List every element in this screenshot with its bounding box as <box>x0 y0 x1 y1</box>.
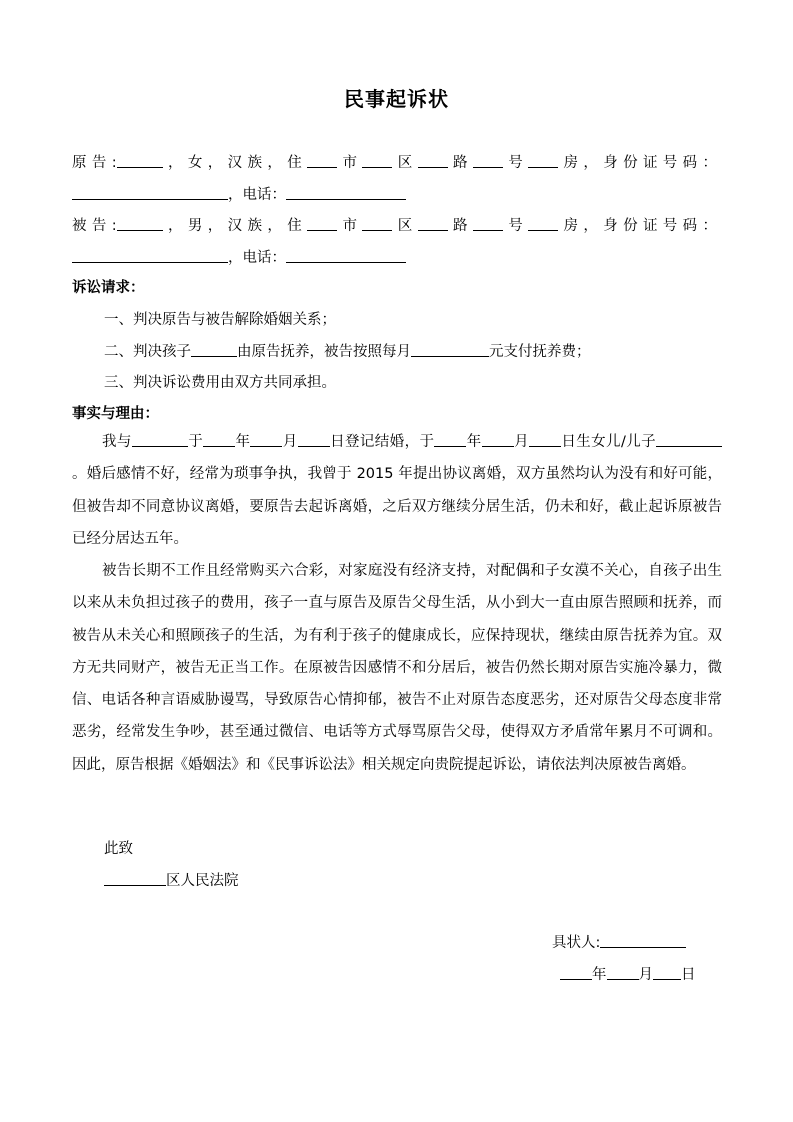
defendant-district-blank <box>362 215 392 231</box>
signature-line <box>552 932 686 953</box>
child-name-blank <box>191 341 237 357</box>
defendant-live-label: 住 <box>287 218 308 234</box>
defendant-room-label: 房， <box>558 218 604 234</box>
plaintiff-district-blank <box>362 152 392 168</box>
defendant-contact-line <box>72 247 406 268</box>
facts-p1-birth-year-label: 年 <box>466 434 482 450</box>
sign-month-label: 月 <box>638 967 653 983</box>
plaintiff-id-label: 身份证号码： <box>603 155 718 171</box>
defendant-id-label: 身份证号码： <box>603 218 718 234</box>
defendant-road-label: 路 <box>447 218 473 234</box>
support-amount-blank <box>411 341 489 357</box>
plaintiff-room-blank <box>528 152 558 168</box>
plaintiff-name-blank <box>117 152 163 168</box>
claim-item-3: 三、判决诉讼费用由双方共同承担。 <box>104 375 336 391</box>
facts-p1-part-b: 于 <box>187 434 204 450</box>
plaintiff-gender: ，女， <box>162 155 228 171</box>
facts-p1-part-h: 日生女儿/儿子 <box>560 434 657 450</box>
plaintiff-number-label: 号 <box>502 155 529 171</box>
marriage-day-blank <box>298 431 330 447</box>
facts-paragraph-1 <box>72 426 722 555</box>
defendant-id-blank <box>72 247 228 263</box>
marriage-month-blank <box>250 431 282 447</box>
birth-day-blank <box>529 431 561 447</box>
defendant-room-blank <box>528 215 558 231</box>
defendant-number-blank <box>473 215 503 231</box>
defendant-info-line <box>72 215 717 236</box>
facts-p1-part-a: 我与 <box>102 434 132 450</box>
signature-label: 具状人: <box>552 935 601 951</box>
marriage-year-blank <box>203 431 235 447</box>
closing-salute: 此致 <box>104 841 133 857</box>
facts-p1-part-i: 。婚后感情不好，经常为琐事争执，我曾于 2015 年提出协议离婚，双方虽然均认为没有和好可能，但被告却不同意协议离婚，要原告去起诉离婚，之后双方继续分居生活，仍未和好，截止起诉原被告已经分居达五年。 <box>72 466 722 547</box>
facts-p1-year-label: 年 <box>235 434 251 450</box>
court-name-blank <box>104 870 166 886</box>
claim-item-1: 一、判决原告与被告解除婚姻关系； <box>104 312 336 328</box>
plaintiff-district-label: 区 <box>392 155 418 171</box>
plaintiff-label: 原告: <box>72 155 117 171</box>
defendant-label: 被告: <box>72 218 117 234</box>
plaintiff-info-line <box>72 152 717 173</box>
signature-blank <box>600 932 686 948</box>
plaintiff-contact-line <box>72 184 406 205</box>
sign-year-blank <box>560 964 592 980</box>
birth-year-blank <box>434 431 466 447</box>
plaintiff-id-blank <box>72 184 228 200</box>
signature-date-line <box>560 964 696 985</box>
child-name-blank-2 <box>656 431 722 447</box>
claim-item-2 <box>104 341 591 362</box>
facts-paragraph-2: 被告长期不工作且经常购买六合彩，对家庭没有经济支持，对配偶和子女漠不关心，自孩子出生以来从未负担过孩子的费用，孩子一直与原告及原告父母生活，从小到大一直由原告照顾和抚养，而被告从未关心和照顾孩子的生活，为有利于孩子的健康成长，应保持现状，继续由原告抚养为宜。双方无共同财产，被告无正当工作。在原被告因感情不和分居后，被告仍然长期对原告实施冷暴力，微信、电话各种言语威胁谩骂，导致原告心情抑郁，被告不止对原告态度恶劣，还对原告父母态度非常恶劣，经常发生争吵，甚至通过微信、电话等方式辱骂原告父母，使得双方矛盾常年累月不可调和。因此，原告根据《婚姻法》和《民事诉讼法》相关规定向贵院提起诉讼，请依法判决原被告离婚。 <box>72 563 722 773</box>
plaintiff-live-label: 住 <box>287 155 308 171</box>
plaintiff-phone-label: ，电话： <box>228 187 286 203</box>
facts-p1-month-label: 月 <box>282 434 298 450</box>
defendant-gender: ，男， <box>162 218 228 234</box>
defendant-name-blank <box>117 215 163 231</box>
sign-year-label: 年 <box>592 967 607 983</box>
defendant-number-label: 号 <box>502 218 529 234</box>
court-suffix: 区人民法院 <box>166 873 239 889</box>
facts-p1-part-e: 日登记结婚，于 <box>329 434 435 450</box>
defendant-road-blank <box>418 215 448 231</box>
claims-heading: 诉讼请求： <box>72 280 145 296</box>
plaintiff-ethnicity: 汉族， <box>227 155 288 171</box>
plaintiff-road-blank <box>418 152 448 168</box>
plaintiff-city-label: 市 <box>337 155 363 171</box>
facts-heading: 事实与理由： <box>72 406 159 422</box>
defendant-ethnicity: 汉族， <box>227 218 288 234</box>
plaintiff-number-blank <box>473 152 503 168</box>
plaintiff-phone-blank <box>286 184 406 200</box>
defendant-phone-blank <box>286 247 406 263</box>
claim-item-2-part-c: 元支付抚养费； <box>489 344 591 360</box>
defendant-district-label: 区 <box>392 218 418 234</box>
sign-month-blank <box>607 964 639 980</box>
plaintiff-city-blank <box>307 152 337 168</box>
claim-item-2-part-a: 二、判决孩子 <box>104 344 191 360</box>
defendant-phone-label: ，电话： <box>228 250 286 266</box>
sign-day-label: 日 <box>681 967 696 983</box>
plaintiff-room-label: 房， <box>558 155 604 171</box>
birth-month-blank <box>482 431 514 447</box>
plaintiff-road-label: 路 <box>447 155 473 171</box>
facts-p1-birth-month-label: 月 <box>513 434 529 450</box>
document-title: 民事起诉状 <box>344 87 449 111</box>
defendant-city-blank <box>307 215 337 231</box>
claim-item-2-part-b: 由原告抚养，被告按照每月 <box>237 344 411 360</box>
sign-day-blank <box>653 964 681 980</box>
spouse-name-blank <box>132 431 188 447</box>
court-line <box>104 870 239 891</box>
defendant-city-label: 市 <box>337 218 363 234</box>
